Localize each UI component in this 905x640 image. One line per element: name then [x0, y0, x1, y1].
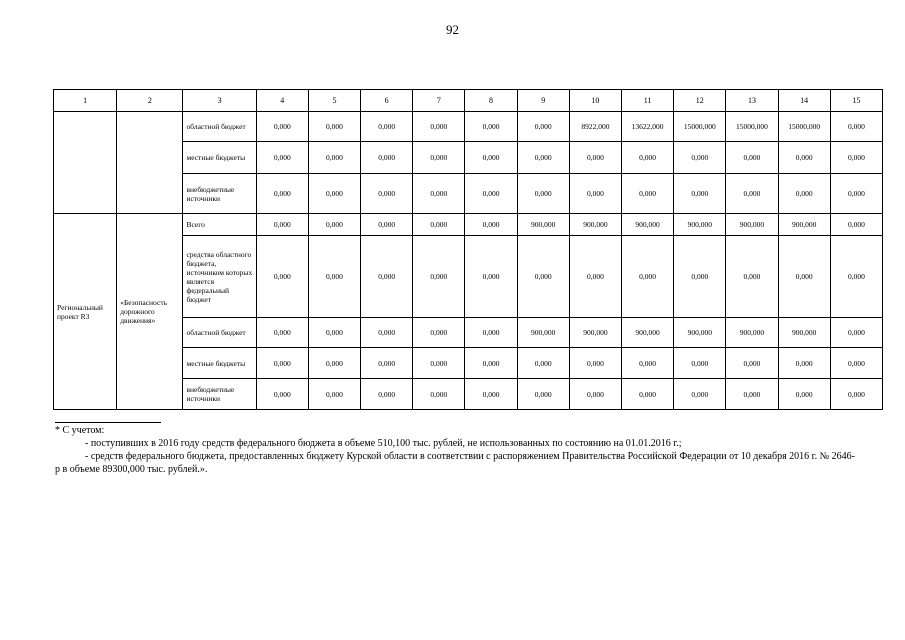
- value-cell: 900,000: [569, 214, 621, 236]
- value-cell: 0,000: [413, 142, 465, 174]
- value-cell: 0,000: [569, 236, 621, 318]
- header-cell: 15: [830, 90, 882, 112]
- value-cell: 0,000: [674, 379, 726, 410]
- value-cell: 0,000: [569, 174, 621, 214]
- source-label: областной бюджет: [183, 112, 256, 142]
- value-cell: 0,000: [256, 142, 308, 174]
- value-cell: 0,000: [256, 379, 308, 410]
- value-cell: 0,000: [830, 236, 882, 318]
- value-cell: 900,000: [622, 214, 674, 236]
- value-cell: 0,000: [465, 142, 517, 174]
- footnote-item: - средств федерального бюджета, предоставленных бюджету Курской области в соответствии с распоряжением Правительства Российской Федерации от 10 декабря 2016 г. № 2646-р в объеме 89300,000 тыс. рублей.».: [55, 451, 856, 475]
- value-cell: 0,000: [622, 348, 674, 379]
- value-cell: 0,000: [674, 236, 726, 318]
- value-cell: 0,000: [778, 379, 830, 410]
- value-cell: 0,000: [413, 348, 465, 379]
- value-cell: 0,000: [413, 112, 465, 142]
- value-cell: 0,000: [622, 379, 674, 410]
- header-cell: 7: [413, 90, 465, 112]
- value-cell: 0,000: [517, 142, 569, 174]
- value-cell: 0,000: [465, 112, 517, 142]
- value-cell: 0,000: [517, 379, 569, 410]
- value-cell: 0,000: [830, 348, 882, 379]
- header-cell: 12: [674, 90, 726, 112]
- empty-cell: [117, 112, 183, 214]
- value-cell: 0,000: [778, 348, 830, 379]
- value-cell: 0,000: [308, 236, 360, 318]
- value-cell: 0,000: [726, 236, 778, 318]
- header-cell: 5: [308, 90, 360, 112]
- value-cell: 0,000: [308, 379, 360, 410]
- value-cell: 0,000: [674, 174, 726, 214]
- value-cell: 0,000: [256, 236, 308, 318]
- value-cell: 900,000: [517, 318, 569, 348]
- value-cell: 0,000: [465, 379, 517, 410]
- value-cell: 0,000: [308, 318, 360, 348]
- value-cell: 0,000: [256, 348, 308, 379]
- page-number: 92: [446, 22, 459, 37]
- value-cell: 0,000: [622, 174, 674, 214]
- value-cell: 0,000: [413, 318, 465, 348]
- header-cell: 1: [54, 90, 117, 112]
- footnote-title: * С учетом:: [55, 425, 105, 436]
- header-cell: 3: [183, 90, 256, 112]
- value-cell: 0,000: [778, 174, 830, 214]
- value-cell: 0,000: [569, 142, 621, 174]
- value-cell: 0,000: [308, 112, 360, 142]
- footnote-item: - поступивших в 2016 году средств федерального бюджета в объеме 510,100 тыс. рублей, не использованных по состоянию на 01.01.2016 г.;: [85, 438, 682, 449]
- value-cell: 900,000: [569, 318, 621, 348]
- value-cell: 0,000: [726, 348, 778, 379]
- value-cell: 0,000: [256, 318, 308, 348]
- value-cell: 0,000: [361, 174, 413, 214]
- header-cell: 2: [117, 90, 183, 112]
- value-cell: 0,000: [622, 236, 674, 318]
- value-cell: 0,000: [308, 174, 360, 214]
- value-cell: 0,000: [830, 174, 882, 214]
- source-label: областной бюджет: [183, 318, 256, 348]
- source-label: местные бюджеты: [183, 348, 256, 379]
- value-cell: 0,000: [256, 214, 308, 236]
- value-cell: 0,000: [413, 174, 465, 214]
- value-cell: 0,000: [830, 318, 882, 348]
- header-row: [54, 90, 883, 112]
- table-row: [54, 214, 883, 236]
- value-cell: 900,000: [726, 318, 778, 348]
- source-label: местные бюджеты: [183, 142, 256, 174]
- source-label: внебюджетные источники: [183, 379, 256, 410]
- value-cell: 900,000: [517, 214, 569, 236]
- value-cell: 8922,000: [569, 112, 621, 142]
- budget-table: [53, 89, 883, 410]
- value-cell: 0,000: [308, 348, 360, 379]
- header-cell: 4: [256, 90, 308, 112]
- value-cell: 0,000: [308, 214, 360, 236]
- project-name-cell: «Безопасность дорожного движения»: [117, 214, 183, 410]
- value-cell: 0,000: [361, 318, 413, 348]
- value-cell: 900,000: [622, 318, 674, 348]
- value-cell: 0,000: [674, 142, 726, 174]
- value-cell: 0,000: [517, 174, 569, 214]
- source-label: Всего: [183, 214, 256, 236]
- value-cell: 0,000: [569, 379, 621, 410]
- source-label: внебюджетные источники: [183, 174, 256, 214]
- header-cell: 9: [517, 90, 569, 112]
- header-cell: 13: [726, 90, 778, 112]
- value-cell: 0,000: [465, 348, 517, 379]
- value-cell: 0,000: [778, 236, 830, 318]
- value-cell: 0,000: [361, 214, 413, 236]
- value-cell: 0,000: [413, 379, 465, 410]
- footnotes: [55, 424, 855, 476]
- value-cell: 0,000: [361, 236, 413, 318]
- value-cell: 0,000: [308, 142, 360, 174]
- value-cell: 0,000: [830, 142, 882, 174]
- value-cell: 0,000: [726, 379, 778, 410]
- value-cell: 0,000: [256, 112, 308, 142]
- project-code-cell: Региональный проект R3: [54, 214, 117, 410]
- value-cell: 0,000: [517, 348, 569, 379]
- value-cell: 15000,000: [726, 112, 778, 142]
- table-row: [54, 112, 883, 142]
- value-cell: 15000,000: [778, 112, 830, 142]
- value-cell: 0,000: [569, 348, 621, 379]
- header-cell: 10: [569, 90, 621, 112]
- value-cell: 0,000: [361, 112, 413, 142]
- footnote-divider: [55, 422, 161, 423]
- value-cell: 0,000: [413, 214, 465, 236]
- value-cell: 900,000: [674, 214, 726, 236]
- value-cell: 13622,000: [622, 112, 674, 142]
- value-cell: 15000,000: [674, 112, 726, 142]
- value-cell: 0,000: [256, 174, 308, 214]
- value-cell: 0,000: [361, 348, 413, 379]
- empty-cell: [54, 112, 117, 214]
- value-cell: 0,000: [517, 112, 569, 142]
- header-cell: 11: [622, 90, 674, 112]
- value-cell: 0,000: [726, 174, 778, 214]
- value-cell: 0,000: [726, 142, 778, 174]
- value-cell: 0,000: [674, 348, 726, 379]
- value-cell: 0,000: [778, 142, 830, 174]
- value-cell: 900,000: [726, 214, 778, 236]
- value-cell: 900,000: [778, 318, 830, 348]
- value-cell: 0,000: [413, 236, 465, 318]
- value-cell: 900,000: [674, 318, 726, 348]
- value-cell: 0,000: [465, 318, 517, 348]
- value-cell: 0,000: [622, 142, 674, 174]
- source-label: средства областного бюджета, источником которых является федеральный бюджет: [183, 236, 256, 318]
- value-cell: 0,000: [465, 236, 517, 318]
- header-cell: 6: [361, 90, 413, 112]
- value-cell: 0,000: [517, 236, 569, 318]
- value-cell: 900,000: [778, 214, 830, 236]
- value-cell: 0,000: [361, 379, 413, 410]
- header-cell: 14: [778, 90, 830, 112]
- value-cell: 0,000: [830, 379, 882, 410]
- value-cell: 0,000: [465, 214, 517, 236]
- value-cell: 0,000: [830, 112, 882, 142]
- value-cell: 0,000: [465, 174, 517, 214]
- header-cell: 8: [465, 90, 517, 112]
- value-cell: 0,000: [361, 142, 413, 174]
- value-cell: 0,000: [830, 214, 882, 236]
